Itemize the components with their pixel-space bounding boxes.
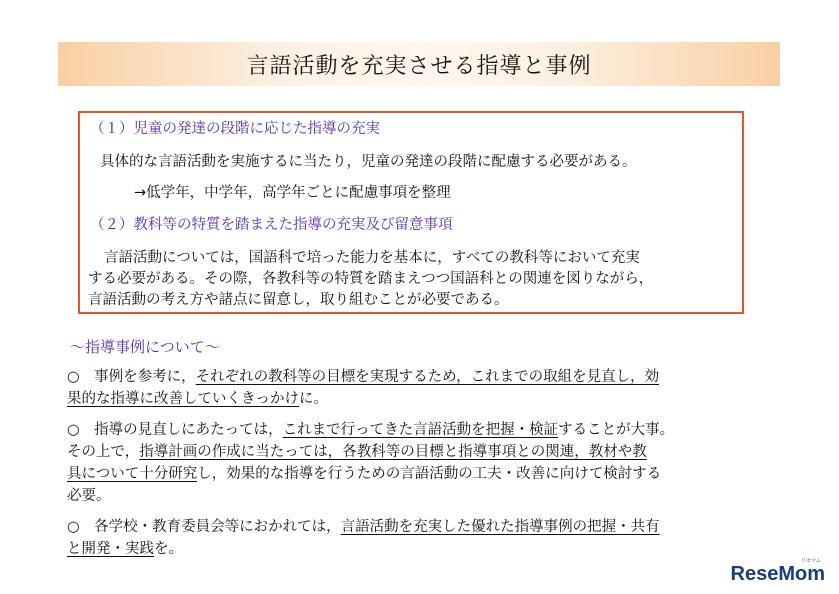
item-c-line-1	[67, 516, 660, 538]
item-c-underlined: 言語活動を充実した優れた指導事例の把握・共有	[340, 519, 660, 535]
box-text-3c: 言語活動の考え方や諸点に留意し，取り組むことが必要である。	[88, 292, 509, 308]
summary-box	[78, 111, 744, 314]
box-text-3b: する必要がある。その際，各教科等の特質を踏まえつつ国語科との関連を図りながら，	[88, 271, 654, 287]
item-a-underlined-2: 果的な指導に改善していくきっかけ	[67, 391, 299, 407]
logo-subtext: リセマム	[801, 558, 821, 564]
item-b3-suffix: し，効果的な指導を行うための言語活動の工夫・改善に向けて検討する	[197, 466, 662, 482]
item-c-line-2	[67, 538, 183, 560]
item-c-suffix: を。	[154, 541, 183, 557]
item-a-line-1	[67, 366, 659, 388]
item-a-suffix: に。	[299, 391, 328, 407]
box-heading-2: （２）教科等の特質を踏まえた指導の充実及び留意事項	[90, 217, 453, 233]
item-b2-prefix: その上で，	[67, 444, 140, 460]
box-heading-1: （１）児童の発達の段階に応じた指導の充実	[90, 121, 380, 137]
box-text-2: →低学年，中学年，高学年ごとに配慮事項を整理	[134, 185, 451, 201]
item-b3-underlined: 具について十分研究	[67, 466, 198, 482]
item-b-prefix: ○ 指導の見直しにあたっては，	[67, 422, 283, 438]
item-c-prefix: ○ 各学校・教育委員会等におかれては，	[67, 519, 341, 535]
item-b-line-1	[67, 419, 674, 441]
box-text-1: 具体的な言語活動を実施するに当たり，児童の発達の段階に配慮する必要がある。	[100, 154, 637, 170]
title-bar	[58, 42, 780, 86]
page-title: 言語活動を充実させる指導と事例	[246, 53, 592, 79]
item-b-line-4: 必要。	[67, 488, 111, 504]
item-c-underlined-2: と開発・実践	[67, 541, 154, 557]
resemom-logo: ReseMom	[730, 563, 825, 585]
item-a-line-2	[67, 388, 328, 410]
box-text-3a: 言語活動については，国語科で培った能力を基本に，すべての教科等において充実	[104, 250, 640, 266]
item-b-line-2	[67, 441, 647, 463]
item-a-underlined: それぞれの教科等の目標を実現するため，これまでの取組を見直し，効	[195, 369, 660, 385]
section-heading: ～指導事例について～	[70, 338, 220, 356]
item-b-suffix: することが大事。	[558, 422, 675, 438]
item-b-line-3	[67, 463, 661, 485]
item-a-prefix: ○ 事例を参考に，	[67, 369, 196, 385]
item-b-underlined: これまで行ってきた言語活動を把握・検証	[282, 422, 559, 438]
item-b2-underlined: 指導計画の作成に当たっては，各教科等の目標と指導事項との関連，教材や教	[139, 444, 647, 460]
